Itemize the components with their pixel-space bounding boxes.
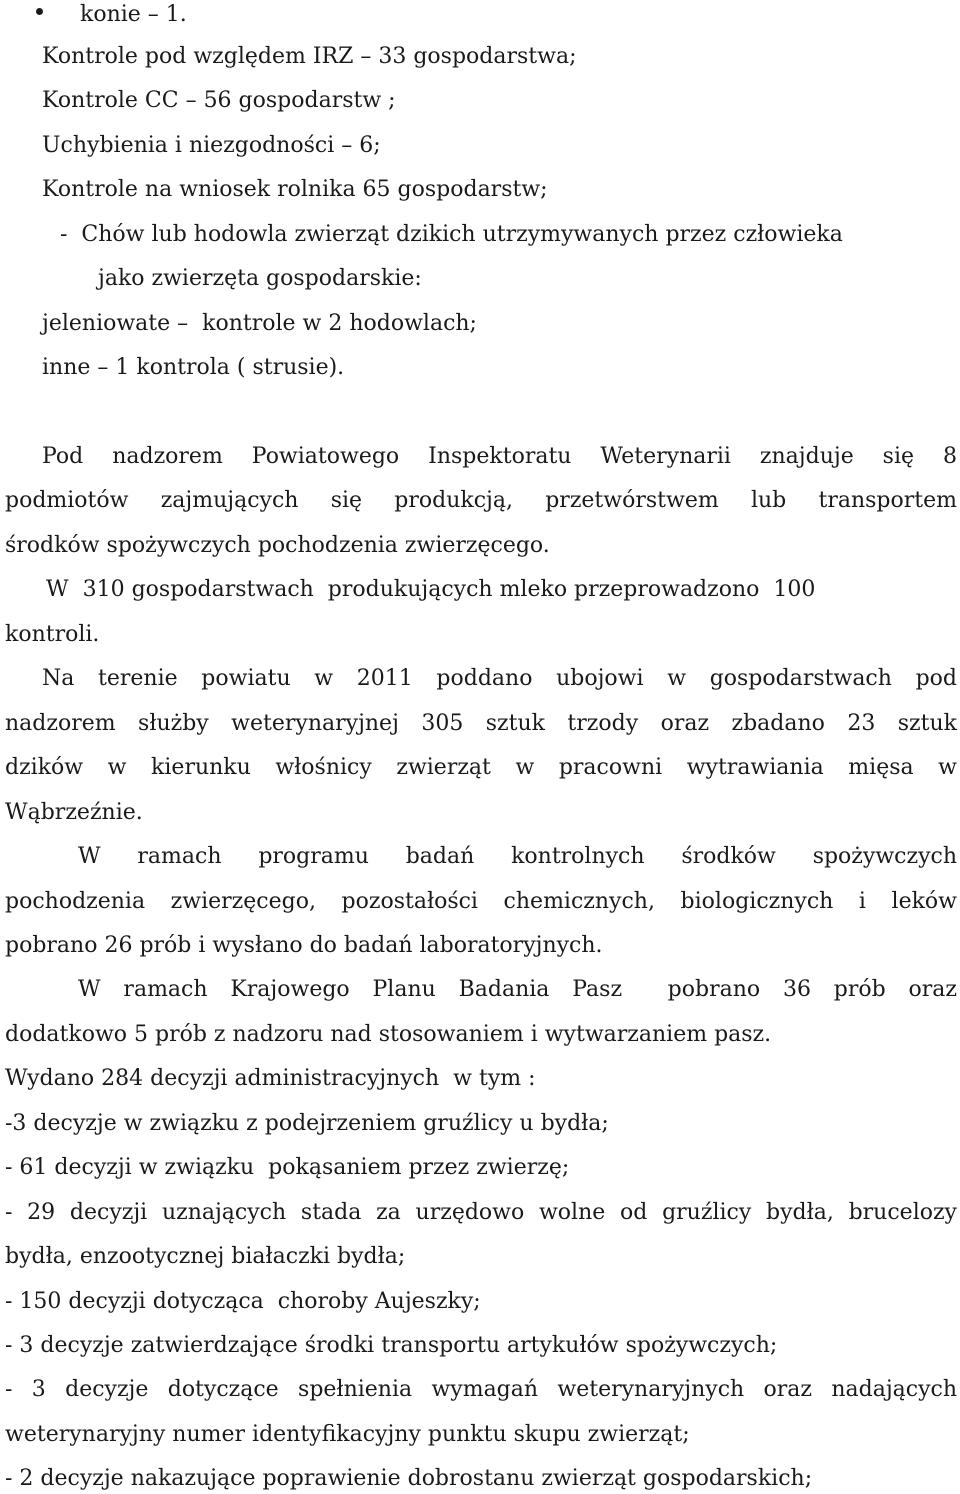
text-line: - 3 decyzje zatwierdzające środki transportu artykułów spożywczych;	[5, 1333, 778, 1358]
text-line: Kontrole CC – 56 gospodarstw ;	[42, 88, 396, 113]
text-line: Pod nadzorem Powiatowego Inspektoratu Weterynarii znajduje się 8	[42, 444, 957, 469]
bullet-icon	[36, 8, 43, 15]
text-line: - 150 decyzji dotycząca choroby Aujeszky;	[5, 1289, 481, 1314]
text-line: weterynaryjny numer identyfikacyjny punktu skupu zwierząt;	[5, 1422, 690, 1447]
text-line: -3 decyzje w związku z podejrzeniem gruźlicy u bydła;	[5, 1111, 609, 1136]
text-line: W ramach programu badań kontrolnych środków spożywczych	[78, 844, 957, 869]
text-line: - 3 decyzje dotyczące spełnienia wymagań weterynaryjnych oraz nadających	[5, 1377, 957, 1402]
text-line: jeleniowate – kontrole w 2 hodowlach;	[42, 311, 477, 336]
text-line: - 61 decyzji w związku pokąsaniem przez zwierzę;	[5, 1155, 570, 1180]
text-line: jako zwierzęta gospodarskie:	[98, 266, 422, 291]
text-line: Wydano 284 decyzji administracyjnych w tym :	[5, 1066, 536, 1091]
text-line: Kontrole pod względem IRZ – 33 gospodarstwa;	[42, 44, 577, 69]
text-line: W ramach Krajowego Planu Badania Pasz pobrano 36 prób oraz	[78, 977, 957, 1002]
text-line: nadzorem służby weterynaryjnej 305 sztuk trzody oraz zbadano 23 sztuk	[5, 711, 957, 736]
text-line: Wąbrzeźnie.	[5, 800, 143, 825]
text-line: środków spożywczych pochodzenia zwierzęcego.	[5, 533, 550, 558]
text-line: pochodzenia zwierzęcego, pozostałości chemicznych, biologicznych i leków	[5, 889, 957, 914]
text-line: bydła, enzootycznej białaczki bydła;	[5, 1244, 406, 1269]
text-line: dodatkowo 5 prób z nadzoru nad stosowaniem i wytwarzaniem pasz.	[5, 1022, 772, 1047]
text-line: pobrano 26 prób i wysłano do badań laboratoryjnych.	[5, 933, 603, 958]
text-line: Kontrole na wniosek rolnika 65 gospodarstw;	[42, 177, 548, 202]
text-line: inne – 1 kontrola ( strusie).	[42, 355, 345, 380]
text-line: - Chów lub hodowla zwierząt dzikich utrzymywanych przez człowieka	[60, 222, 843, 247]
text-line: dzików w kierunku włośnicy zwierząt w pracowni wytrawiania mięsa w	[5, 755, 957, 780]
text-line: Uchybienia i niezgodności – 6;	[42, 133, 381, 158]
text-line: podmiotów zajmujących się produkcją, przetwórstwem lub transportem	[5, 488, 957, 513]
text-line: Na terenie powiatu w 2011 poddano ubojowi w gospodarstwach pod	[42, 666, 957, 691]
text-line: - 2 decyzje nakazujące poprawienie dobrostanu zwierząt gospodarskich;	[5, 1466, 813, 1491]
text-line: konie – 1.	[80, 2, 187, 27]
text-line: - 29 decyzji uznających stada za urzędowo wolne od gruźlicy bydła, brucelozy	[5, 1200, 957, 1225]
text-line: kontroli.	[5, 622, 100, 647]
text-line: W 310 gospodarstwach produkujących mleko przeprowadzono 100	[46, 577, 816, 602]
